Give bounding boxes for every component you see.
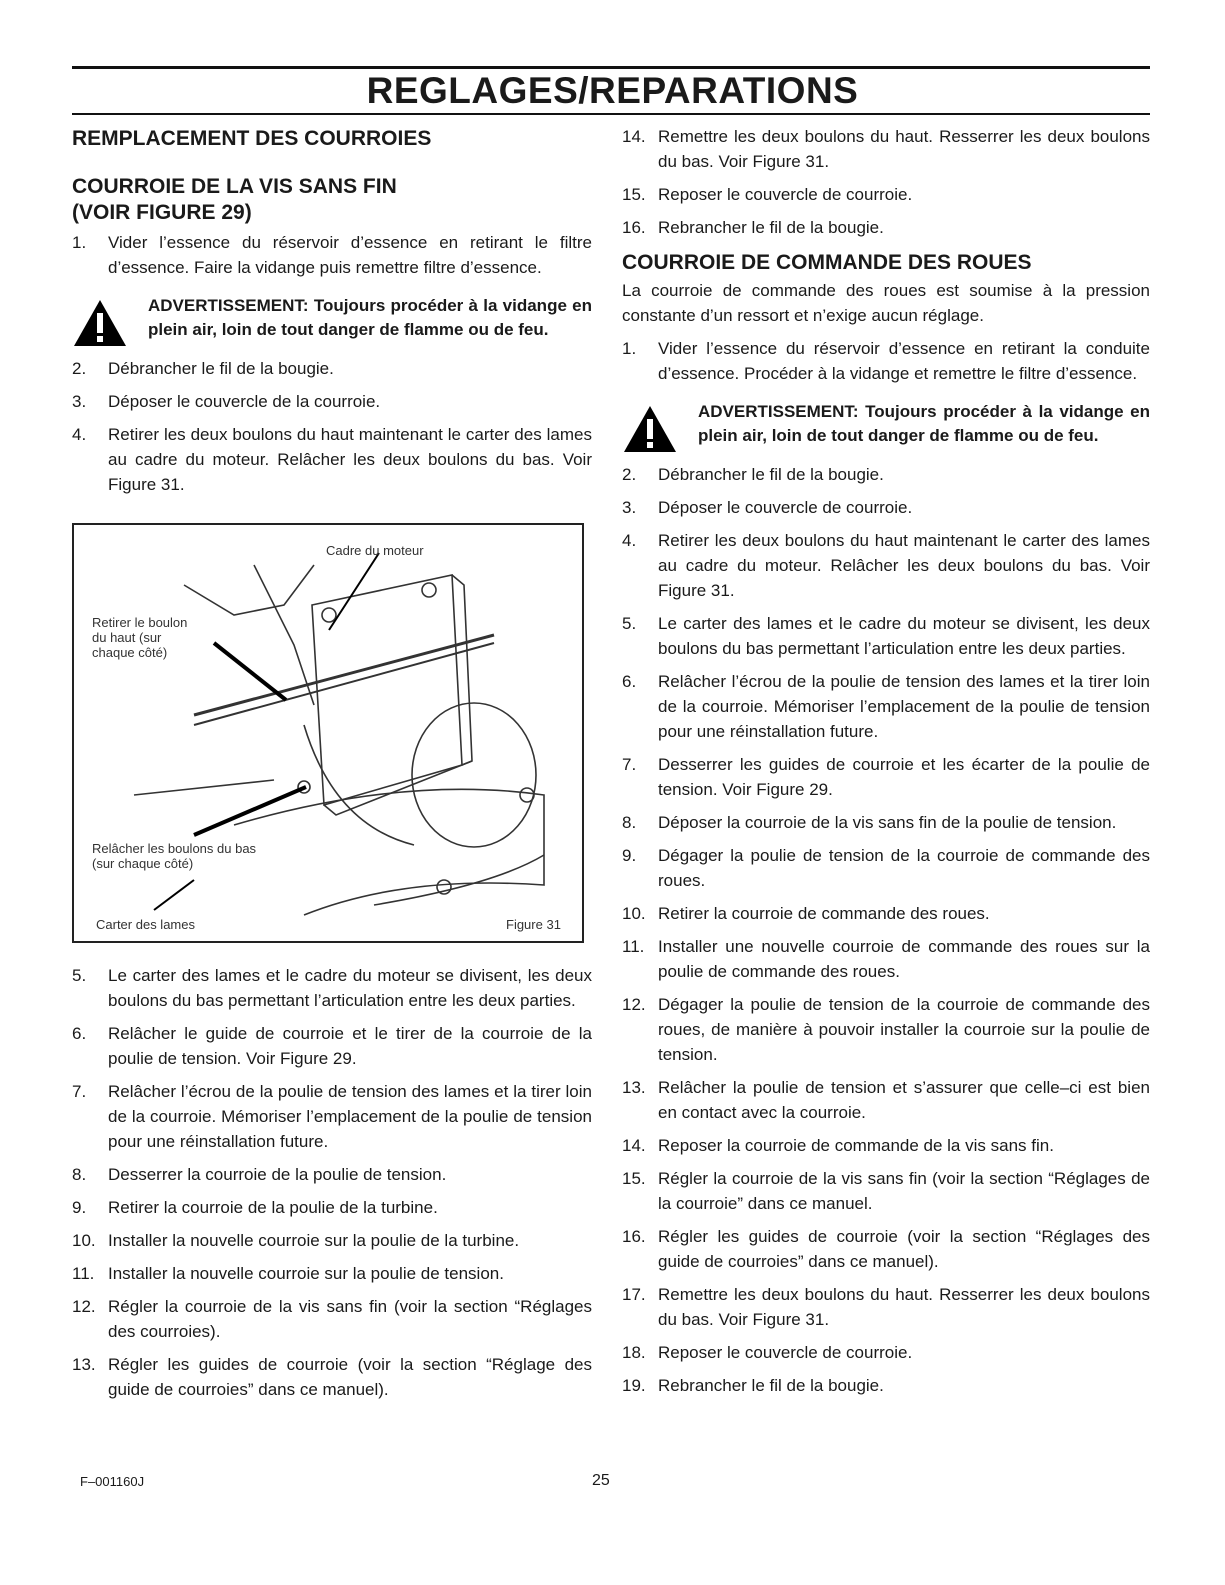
- list-item: [72, 422, 592, 497]
- step-number: 5.: [72, 966, 87, 985]
- steps-list: [72, 963, 592, 1402]
- step-text: Régler les guides de courroie (voir la section “Réglage des guide de courroies” dans ce manuel).: [108, 1355, 592, 1399]
- step-text: Vider l’essence du réservoir d’essence en retirant le filtre d’essence. Faire la vidange puis remettre filtre d’essence.: [108, 233, 592, 277]
- list-item: [622, 336, 1150, 386]
- warning-triangle-icon: [72, 298, 128, 348]
- step-number: 9.: [72, 1198, 87, 1217]
- step-number: 16.: [622, 218, 646, 237]
- list-item: [622, 124, 1150, 174]
- warning-block: [72, 294, 592, 342]
- list-item: [72, 963, 592, 1013]
- heading-line-2: (VOIR FIGURE 29): [72, 201, 252, 224]
- section-heading-wheel-drive-belt: COURROIE DE COMMANDE DES ROUES: [622, 251, 1032, 274]
- steps-list: [622, 462, 1150, 1398]
- list-item: [72, 356, 592, 381]
- step-number: 9.: [622, 846, 637, 865]
- list-item: [72, 1294, 592, 1344]
- list-item: [622, 528, 1150, 603]
- list-item: [622, 901, 1150, 926]
- step-text: Installer la nouvelle courroie sur la poulie de tension.: [108, 1264, 504, 1283]
- step-text: Remettre les deux boulons du haut. Resserrer les deux boulons du bas. Voir Figure 31.: [658, 1285, 1150, 1329]
- list-item: [622, 843, 1150, 893]
- heading-line-1: COURROIE DE LA VIS SANS FIN: [72, 175, 397, 198]
- label-remove-top-bolt: Retirer le boulon du haut (sur chaque côté): [92, 615, 188, 660]
- list-item: [72, 1162, 592, 1187]
- step-text: Déposer le couvercle de la courroie.: [108, 392, 381, 411]
- step-text: Rebrancher le fil de la bougie.: [658, 218, 884, 237]
- intro-paragraph: La courroie de commande des roues est soumise à la pression constante d’un ressort et n’exige aucun réglage.: [622, 281, 1150, 325]
- step-number: 4.: [622, 531, 637, 550]
- list-item: [622, 1282, 1150, 1332]
- list-item: [622, 215, 1150, 240]
- step-number: 17.: [622, 1285, 646, 1304]
- step-number: 7.: [72, 1082, 87, 1101]
- step-number: 14.: [622, 1136, 646, 1155]
- list-item: [72, 389, 592, 414]
- step-text: Remettre les deux boulons du haut. Resserrer les deux boulons du bas. Voir Figure 31.: [658, 127, 1150, 171]
- step-number: 10.: [72, 1231, 96, 1250]
- step-text: Relâcher l’écrou de la poulie de tension des lames et la tirer loin de la courroie. Mémoriser l’emplacement de la poulie de tension pour une réinstallation future.: [108, 1082, 592, 1151]
- step-text: Régler les guides de courroie (voir la section “Réglages des guide de courroies” dans ce manuel).: [658, 1227, 1150, 1271]
- list-item: [72, 1228, 592, 1253]
- step-text: Dégager la poulie de tension de la courroie de commande des roues, de manière à pouvoir installer la courroie sur la poulie de tension.: [658, 995, 1150, 1064]
- step-number: 6.: [72, 1024, 87, 1043]
- step-number: 3.: [622, 498, 637, 517]
- list-item: [622, 1340, 1150, 1365]
- step-text: Déposer le couvercle de courroie.: [658, 498, 913, 517]
- step-number: 2.: [622, 465, 637, 484]
- step-text: Relâcher la poulie de tension et s’assurer que celle–ci est bien en contact avec la courroie.: [658, 1078, 1150, 1122]
- warning-text: ADVERTISSEMENT: Toujours procéder à la vidange en plein air, loin de tout danger de flamme ou de feu.: [148, 296, 592, 339]
- step-number: 3.: [72, 392, 87, 411]
- step-number: 1.: [72, 233, 87, 252]
- list-item: [72, 1352, 592, 1402]
- warning-block: [622, 400, 1150, 448]
- page-number: 25: [592, 1472, 610, 1489]
- warning-triangle-icon: [622, 404, 678, 454]
- step-number: 11.: [622, 937, 645, 956]
- figure-illustration: [74, 525, 582, 941]
- list-item: [72, 1261, 592, 1286]
- step-number: 8.: [622, 813, 637, 832]
- step-text: Relâcher l’écrou de la poulie de tension des lames et la tirer loin de la courroie. Mémoriser l’emplacement de la poulie de tension pour une réinstallation future.: [658, 672, 1150, 741]
- steps-list: [622, 124, 1150, 240]
- step-number: 15.: [622, 1169, 646, 1188]
- list-item: [622, 992, 1150, 1067]
- label-engine-frame: Cadre du moteur: [326, 543, 424, 558]
- step-text: Déposer la courroie de la vis sans fin de la poulie de tension.: [658, 813, 1117, 832]
- title-rule: [72, 113, 1150, 115]
- step-number: 10.: [622, 904, 646, 923]
- list-item: [622, 1224, 1150, 1274]
- step-text: Reposer le couvercle de courroie.: [658, 185, 913, 204]
- step-number: 8.: [72, 1165, 87, 1184]
- step-number: 16.: [622, 1227, 646, 1246]
- list-item: [72, 1079, 592, 1154]
- step-text: Régler la courroie de la vis sans fin (voir la section “Réglages des courroies).: [108, 1297, 592, 1341]
- list-item: [622, 669, 1150, 744]
- list-item: [622, 1133, 1150, 1158]
- step-text: Relâcher le guide de courroie et le tirer de la courroie de la poulie de tension. Voir Figure 29.: [108, 1024, 592, 1068]
- right-column: [622, 124, 1150, 1406]
- figure-31: [72, 523, 584, 943]
- list-item: [622, 611, 1150, 661]
- step-text: Installer la nouvelle courroie sur la poulie de la turbine.: [108, 1231, 520, 1250]
- step-text: Reposer la courroie de commande de la vis sans fin.: [658, 1136, 1054, 1155]
- step-number: 7.: [622, 755, 637, 774]
- label-blade-housing: Carter des lames: [96, 917, 195, 932]
- step-text: Débrancher le fil de la bougie.: [108, 359, 334, 378]
- step-text: Vider l’essence du réservoir d’essence en retirant la conduite d’essence. Procéder à la vidange et remettre le filtre d’essence.: [658, 339, 1150, 383]
- list-item: [72, 230, 592, 280]
- steps-list: [72, 356, 592, 497]
- step-number: 13.: [72, 1355, 96, 1374]
- subsection-heading-auger-belt: [72, 174, 592, 226]
- step-text: Reposer le couvercle de courroie.: [658, 1343, 913, 1362]
- step-number: 11.: [72, 1264, 95, 1283]
- step-text: Le carter des lames et le cadre du moteur se divisent, les deux boulons du bas permettant l’articulation entre les deux parties.: [658, 614, 1150, 658]
- list-item: [622, 934, 1150, 984]
- steps-list: [72, 230, 592, 280]
- step-text: Rebrancher le fil de la bougie.: [658, 1376, 884, 1395]
- step-text: Le carter des lames et le cadre du moteur se divisent, les deux boulons du bas permettant l’articulation entre les deux parties.: [108, 966, 592, 1010]
- step-text: Retirer la courroie de commande des roues.: [658, 904, 990, 923]
- step-number: 4.: [72, 425, 87, 444]
- list-item: [72, 1195, 592, 1220]
- figure-caption: Figure 31: [506, 917, 561, 932]
- page-title: REGLAGES/REPARATIONS: [366, 70, 859, 111]
- step-text: Dégager la poulie de tension de la courroie de commande des roues.: [658, 846, 1150, 890]
- step-number: 19.: [622, 1376, 646, 1395]
- list-item: [622, 495, 1150, 520]
- list-item: [622, 462, 1150, 487]
- step-number: 13.: [622, 1078, 646, 1097]
- list-item: [622, 752, 1150, 802]
- step-text: Retirer la courroie de la poulie de la turbine.: [108, 1198, 438, 1217]
- step-number: 2.: [72, 359, 87, 378]
- list-item: [72, 1021, 592, 1071]
- list-item: [622, 1373, 1150, 1398]
- step-number: 6.: [622, 672, 637, 691]
- step-text: Desserrer la courroie de la poulie de tension.: [108, 1165, 447, 1184]
- step-text: Régler la courroie de la vis sans fin (voir la section “Réglages de la courroie” dans ce manuel.: [658, 1169, 1150, 1213]
- step-text: Retirer les deux boulons du haut maintenant le carter des lames au cadre du moteur. Relâcher les deux boulons du bas. Voir Figure 31.: [658, 531, 1150, 600]
- step-number: 12.: [72, 1297, 96, 1316]
- step-number: 1.: [622, 339, 637, 358]
- left-column: [72, 124, 592, 1410]
- list-item: [622, 182, 1150, 207]
- steps-list: [622, 336, 1150, 386]
- label-loosen-bottom-bolts: Relâcher les boulons du bas (sur chaque côté): [92, 841, 257, 871]
- list-item: [622, 1166, 1150, 1216]
- step-text: Installer une nouvelle courroie de commande des roues sur la poulie de commande des roues.: [658, 937, 1150, 981]
- step-number: 18.: [622, 1343, 646, 1362]
- top-rule: [72, 66, 1150, 69]
- step-number: 14.: [622, 127, 646, 146]
- section-heading-replacement: REMPLACEMENT DES COURROIES: [72, 127, 432, 150]
- step-number: 5.: [622, 614, 637, 633]
- document-code: F–001160J: [80, 1474, 145, 1489]
- list-item: [622, 810, 1150, 835]
- list-item: [622, 1075, 1150, 1125]
- step-text: Retirer les deux boulons du haut maintenant le carter des lames au cadre du moteur. Relâcher les deux boulons du bas. Voir Figure 31.: [108, 425, 592, 494]
- warning-text: ADVERTISSEMENT: Toujours procéder à la vidange en plein air, loin de tout danger de flamme ou de feu.: [698, 402, 1150, 445]
- step-text: Débrancher le fil de la bougie.: [658, 465, 884, 484]
- step-number: 15.: [622, 185, 646, 204]
- step-text: Desserrer les guides de courroie et les écarter de la poulie de tension. Voir Figure 29.: [658, 755, 1150, 799]
- step-number: 12.: [622, 995, 646, 1014]
